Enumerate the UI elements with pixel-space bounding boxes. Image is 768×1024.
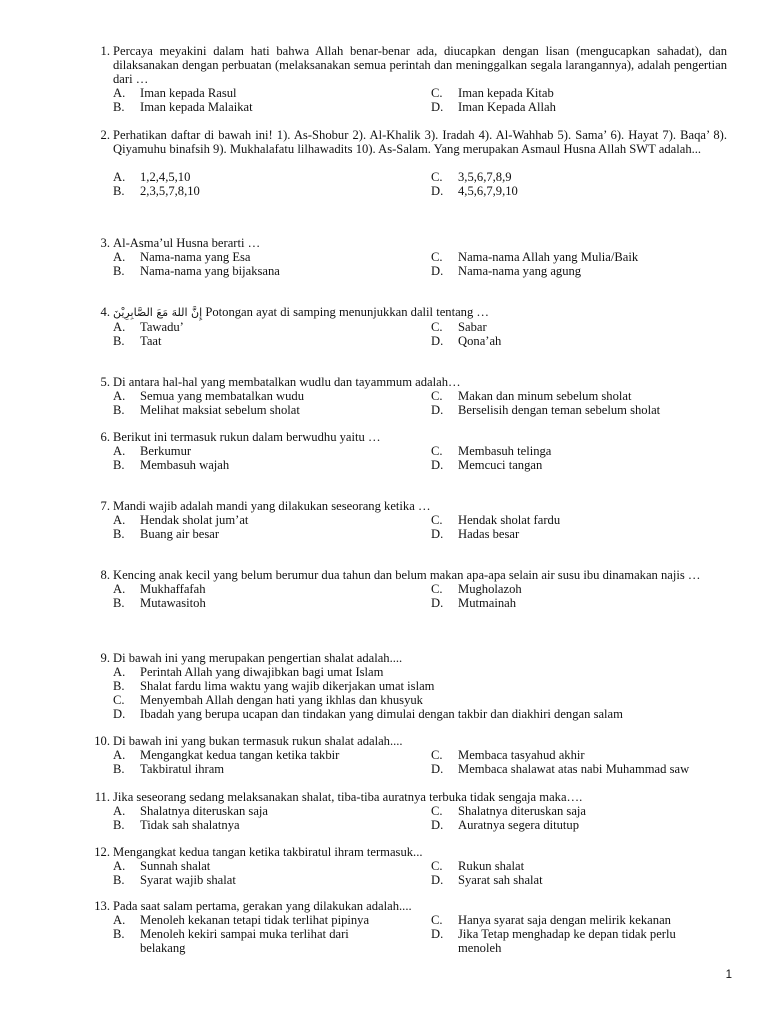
- answer-options: [113, 665, 768, 721]
- option-b[interactable]: B. Iman kepada Malaikat: [113, 100, 253, 114]
- option-c[interactable]: C. Mugholazoh: [431, 582, 522, 596]
- answer-options: [113, 86, 768, 114]
- option-c[interactable]: C. Membasuh telinga: [431, 444, 552, 458]
- option-c[interactable]: C. Makan dan minum sebelum sholat: [431, 389, 632, 403]
- question-2: [0, 128, 768, 198]
- question-4: [0, 305, 768, 348]
- answer-options: [113, 513, 768, 541]
- option-a[interactable]: A. Perintah Allah yang diwajibkan bagi umat Islam: [113, 665, 384, 679]
- option-c[interactable]: C. Nama-nama Allah yang Mulia/Baik: [431, 250, 639, 264]
- option-d[interactable]: D. Memcuci tangan: [431, 458, 543, 472]
- option-a[interactable]: A. Mukhaffafah: [113, 582, 206, 596]
- question-text: Mandi wajib adalah mandi yang dilakukan seseorang ketika …: [113, 499, 431, 513]
- option-b[interactable]: B. Melihat maksiat sebelum sholat: [113, 403, 300, 417]
- option-a[interactable]: A. Shalatnya diteruskan saja: [113, 804, 268, 818]
- answer-options: [113, 170, 768, 198]
- question-number: 5.: [100, 375, 110, 389]
- option-d[interactable]: D. Mutmainah: [431, 596, 517, 610]
- question-12: [0, 845, 768, 887]
- option-a[interactable]: A. Mengangkat kedua tangan ketika takbir: [113, 748, 340, 762]
- question-6: [0, 430, 768, 472]
- answer-options: [113, 748, 768, 776]
- question-8: [0, 568, 768, 610]
- option-d[interactable]: D. 4,5,6,7,9,10: [431, 184, 518, 198]
- option-a[interactable]: A. Sunnah shalat: [113, 859, 211, 873]
- question-text: Di bawah ini yang bukan termasuk rukun shalat adalah....: [113, 734, 403, 748]
- answer-options: [113, 389, 768, 417]
- answer-options: [113, 250, 768, 278]
- question-number: 13.: [94, 899, 110, 913]
- question-text: Mengangkat kedua tangan ketika takbiratul ihram termasuk...: [113, 845, 423, 859]
- question-number: 7.: [100, 499, 110, 513]
- option-b[interactable]: B. Tidak sah shalatnya: [113, 818, 240, 832]
- answer-options: [113, 582, 768, 610]
- question-13: [0, 899, 768, 955]
- option-d[interactable]: D. Membaca shalawat atas nabi Muhammad saw: [431, 762, 690, 776]
- question-10: [0, 734, 768, 776]
- question-1: [0, 44, 768, 114]
- option-c[interactable]: C. 3,5,6,7,8,9: [431, 170, 512, 184]
- answer-options: [113, 444, 768, 472]
- question-9: [0, 651, 768, 721]
- question-text: Kencing anak kecil yang belum berumur dua tahun dan belum makan apa-apa selain air susu ibu dinamakan najis …: [113, 568, 701, 582]
- option-d[interactable]: D. Auratnya segera ditutup: [431, 818, 579, 832]
- option-c[interactable]: C. Sabar: [431, 320, 487, 334]
- question-number: 1.: [100, 44, 110, 58]
- option-c[interactable]: C. Hanya syarat saja dengan melirik kekanan: [431, 913, 671, 927]
- page-number: 1: [725, 969, 732, 981]
- option-d[interactable]: D. Ibadah yang berupa ucapan dan tindakan yang dimulai dengan takbir dan diakhiri dengan salam: [113, 707, 623, 721]
- question-number: 10.: [94, 734, 110, 748]
- option-a[interactable]: A. Semua yang membatalkan wudu: [113, 389, 305, 403]
- option-c[interactable]: C. Menyembah Allah dengan hati yang ikhlas dan khusyuk: [113, 693, 423, 707]
- question-11: [0, 790, 768, 832]
- option-d[interactable]: D. Nama-nama yang agung: [431, 264, 582, 278]
- question-number: 11.: [94, 790, 110, 804]
- arabic-verse: إِنَّ اللهَ مَعَ الصَّابِرِيْنَ: [113, 306, 203, 319]
- question-number: 8.: [100, 568, 110, 582]
- question-number: 3.: [100, 236, 110, 250]
- question-text: Percaya meyakini dalam hati bahwa Allah benar-benar ada, diucapkan dengan lisan (mengucapkan sahadat), dan dilaksanakan dengan perbuatan (melaksanakan semua perintah dan meninggalkan segala larangannya), adalah pengertian dari …: [113, 44, 727, 86]
- option-d[interactable]: D. Qona’ah: [431, 334, 502, 348]
- option-d[interactable]: D. Syarat sah shalat: [431, 873, 543, 887]
- option-b[interactable]: B. Shalat fardu lima waktu yang wajib dikerjakan umat islam: [113, 679, 435, 693]
- question-text: Di bawah ini yang merupakan pengertian shalat adalah....: [113, 651, 403, 665]
- question-number: 6.: [100, 430, 110, 444]
- option-c[interactable]: C. Iman kepada Kitab: [431, 86, 554, 100]
- question-text: Perhatikan daftar di bawah ini! 1). As-Shobur 2). Al-Khalik 3). Iradah 4). Al-Wahhab 5). Sama’ 6). Hayat 7). Baqa’ 8). Qiyamuhu binafsih 9). Mukhalafatu lilhawadits 10). As-Salam. Yang merupakan Asmaul Husna Allah SWT adalah...: [113, 128, 727, 156]
- answer-options: [113, 913, 768, 955]
- question-text: Jika seseorang sedang melaksanakan shalat, tiba-tiba auratnya terbuka tidak sengaja maka….: [113, 790, 583, 804]
- question-text: Di antara hal-hal yang membatalkan wudlu dan tayammum adalah…: [113, 375, 461, 389]
- option-d[interactable]: D. Iman Kepada Allah: [431, 100, 556, 114]
- answer-options: [113, 859, 768, 887]
- answer-options: [113, 804, 768, 832]
- option-b[interactable]: B. Takbiratul ihram: [113, 762, 225, 776]
- option-a[interactable]: A. 1,2,4,5,10: [113, 170, 191, 184]
- option-a[interactable]: A. Iman kepada Rasul: [113, 86, 237, 100]
- option-c[interactable]: C. Hendak sholat fardu: [431, 513, 561, 527]
- option-d[interactable]: D. Hadas besar: [431, 527, 520, 541]
- question-text: إِنَّ اللهَ مَعَ الصَّابِرِيْنَ Potongan ayat di samping menunjukkan dalil tentang …: [113, 305, 490, 319]
- question-text: Berikut ini termasuk rukun dalam berwudhu yaitu …: [113, 430, 381, 444]
- option-a[interactable]: A. Tawadu’: [113, 320, 184, 334]
- question-text: Al-Asma’ul Husna berarti …: [113, 236, 261, 250]
- option-b[interactable]: B. Nama-nama yang bijaksana: [113, 264, 280, 278]
- option-b[interactable]: B. Taat: [113, 334, 162, 348]
- question-5: [0, 375, 768, 417]
- question-number: 9.: [100, 651, 110, 665]
- question-text: Pada saat salam pertama, gerakan yang dilakukan adalah....: [113, 899, 412, 913]
- question-number: 12.: [94, 845, 110, 859]
- option-a[interactable]: A. Nama-nama yang Esa: [113, 250, 251, 264]
- option-a[interactable]: A. Menoleh kekanan tetapi tidak terlihat pipinya: [113, 913, 370, 927]
- question-number: 4.: [100, 305, 110, 319]
- option-a[interactable]: A. Berkumur: [113, 444, 192, 458]
- option-d[interactable]: D. Berselisih dengan teman sebelum sholat: [431, 403, 661, 417]
- question-3: [0, 236, 768, 278]
- question-number: 2.: [100, 128, 110, 142]
- option-d[interactable]: D. Jika Tetap menghadap ke depan tidak perlu menoleh: [431, 927, 676, 955]
- option-b[interactable]: B. Buang air besar: [113, 527, 220, 541]
- answer-options: [113, 320, 768, 348]
- option-c[interactable]: C. Rukun shalat: [431, 859, 525, 873]
- option-b[interactable]: B. Mutawasitoh: [113, 596, 206, 610]
- option-b[interactable]: B. Menoleh kekiri sampai muka terlihat dari belakang: [113, 927, 349, 955]
- option-c[interactable]: C. Membaca tasyahud akhir: [431, 748, 585, 762]
- question-7: [0, 499, 768, 541]
- option-b[interactable]: B. Syarat wajib shalat: [113, 873, 236, 887]
- option-c[interactable]: C. Shalatnya diteruskan saja: [431, 804, 586, 818]
- option-a[interactable]: A. Hendak sholat jum’at: [113, 513, 249, 527]
- option-b[interactable]: B. 2,3,5,7,8,10: [113, 184, 200, 198]
- option-b[interactable]: B. Membasuh wajah: [113, 458, 230, 472]
